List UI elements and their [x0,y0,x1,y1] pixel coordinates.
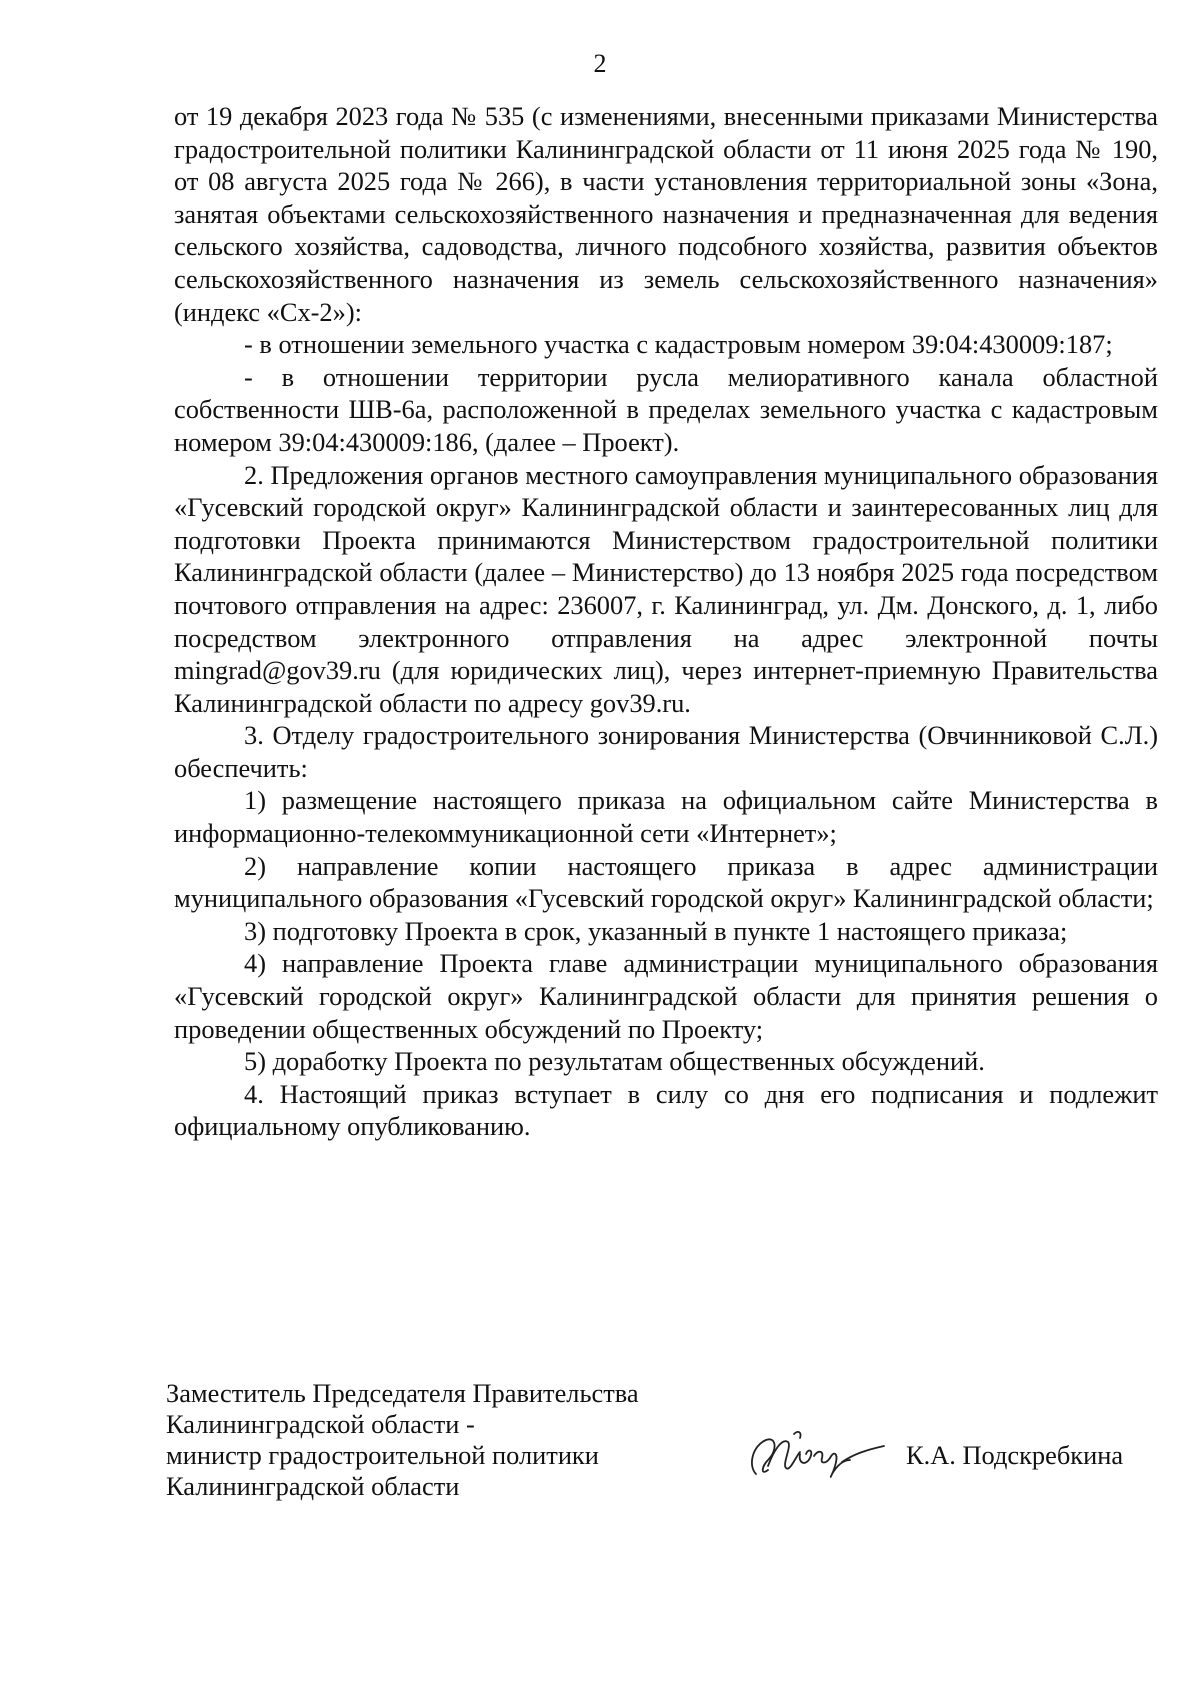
paragraph-proposals: 2. Предложения органов местного самоуправления муниципального образования «Гусевский городской округ» Калининградской области и заинтересованных лиц для подготовки Проекта принимаются Министерством градостроительной политики Калининградской области (далее – Министерство) до 13 ноября 2025 года посредством почтового отправления на адрес: 236007, г. Калининград, ул. Дм. Донского, д. 1, либо посредством электронного отправления на адрес электронной почты mingrad@gov39.ru (для юридических лиц), через интернет-приемную Правительства Калининградской области по адресу gov39.ru. [174,459,1158,718]
paragraph-intro: от 19 декабря 2023 года № 535 (с изменениями, внесенными приказами Министерства градостроительной политики Калининградской области от 11 июня 2025 года № 190, от 08 августа 2025 года № 266), в части установления территориальной зоны «Зона, занятая объектами сельскохозяйственного назначения и предназначенная для ведения сельского хозяйства, садоводства, личного подсобного хозяйства, развития объектов сельскохозяйственного назначения из земель сельскохозяйственного назначения» (индекс «Сх-2»): [174,101,1158,327]
paragraph-effective: 4. Настоящий приказ вступает в силу со дня его подписания и подлежит официальному опубликованию. [174,1078,1158,1142]
paragraph-item-2: 2) направление копии настоящего приказа в адрес администрации муниципального образования «Гусевский городской округ» Калининградской области; [174,850,1158,914]
paragraph-item-1: 1) размещение настоящего приказа на официальном сайте Министерства в информационно-телекоммуникационной сети «Интернет»; [174,785,1158,849]
signatory-title-line-1: Заместитель Председателя Правительства [166,1378,639,1408]
signatory-title-line-4: Калининградской области [166,1471,460,1501]
paragraph-land-plot: - в отношении земельного участка с кадастровым номером 39:04:430009:187; [244,329,1113,360]
signatory-name: К.А. Подскребкина [906,1440,1124,1470]
paragraph-canal-territory: - в отношении территории русла мелиоративного канала областной собственности ШВ-6а, расположенной в пределах земельного участка с кадастровым номером 39:04:430009:186, (далее – Проект). [174,361,1158,457]
signatory-title [166,1378,639,1502]
signatory-title-line-3: министр градостроительной политики [166,1440,599,1470]
paragraph-item-5: 5) доработку Проекта по результатам общественных обсуждений. [244,1046,985,1077]
paragraph-item-3: 3) подготовку Проекта в срок, указанный в пункте 1 настоящего приказа; [244,915,1068,946]
signatory-title-line-2: Калининградской области - [166,1409,475,1439]
document-body [174,100,1158,1143]
paragraph-department: 3. Отделу градостроительного зонирования Министерства (Овчинниковой С.Л.) обеспечить: [174,720,1158,783]
handwritten-signature [738,1420,888,1490]
paragraph-item-4: 4) направление Проекта главе администрации муниципального образования «Гусевский городской округ» Калининградской области для принятия решения о проведении общественных обсуждений по Проекту; [174,948,1158,1044]
page-number: 2 [593,49,607,78]
